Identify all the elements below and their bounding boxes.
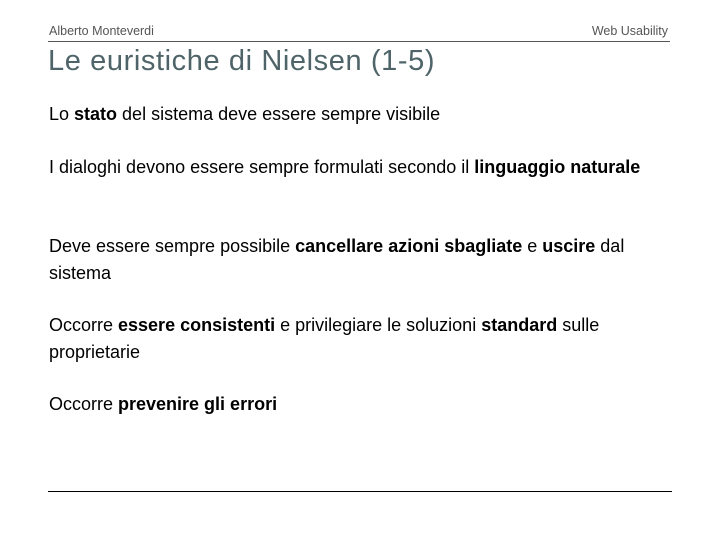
heuristic-point-4 xyxy=(49,312,679,365)
header-author: Alberto Monteverdi xyxy=(49,24,154,38)
point-emphasis: linguaggio naturale xyxy=(474,157,641,177)
point-text: I dialoghi devono essere sempre formulati secondo il xyxy=(49,157,475,177)
point-emphasis: essere consistenti xyxy=(118,315,276,335)
point-text: Deve essere sempre possibile xyxy=(49,236,296,256)
point-text: Lo xyxy=(49,104,75,124)
point-text: del sistema deve essere sempre visibile xyxy=(117,104,441,124)
footer-divider xyxy=(48,491,672,492)
point-emphasis: cancellare azioni sbagliate xyxy=(295,236,523,256)
point-emphasis: uscire xyxy=(542,236,596,256)
heuristic-point-2 xyxy=(49,154,649,181)
point-emphasis: stato xyxy=(74,104,118,124)
heuristic-point-1 xyxy=(49,101,679,128)
header-divider xyxy=(48,41,670,42)
point-text: Occorre xyxy=(49,394,119,414)
point-text: dal sistema xyxy=(49,236,625,283)
point-text: e xyxy=(522,236,543,256)
point-text: e privilegiare le soluzioni xyxy=(275,315,482,335)
heuristic-point-5 xyxy=(49,391,679,418)
header-topic: Web Usability xyxy=(591,24,668,38)
slide-title: Le euristiche di Nielsen (1-5) xyxy=(48,45,436,77)
point-emphasis: prevenire gli errori xyxy=(118,394,278,414)
point-text: sulle proprietarie xyxy=(49,315,600,362)
point-emphasis: standard xyxy=(481,315,558,335)
heuristic-point-3 xyxy=(49,233,679,286)
point-text: Occorre xyxy=(49,315,119,335)
